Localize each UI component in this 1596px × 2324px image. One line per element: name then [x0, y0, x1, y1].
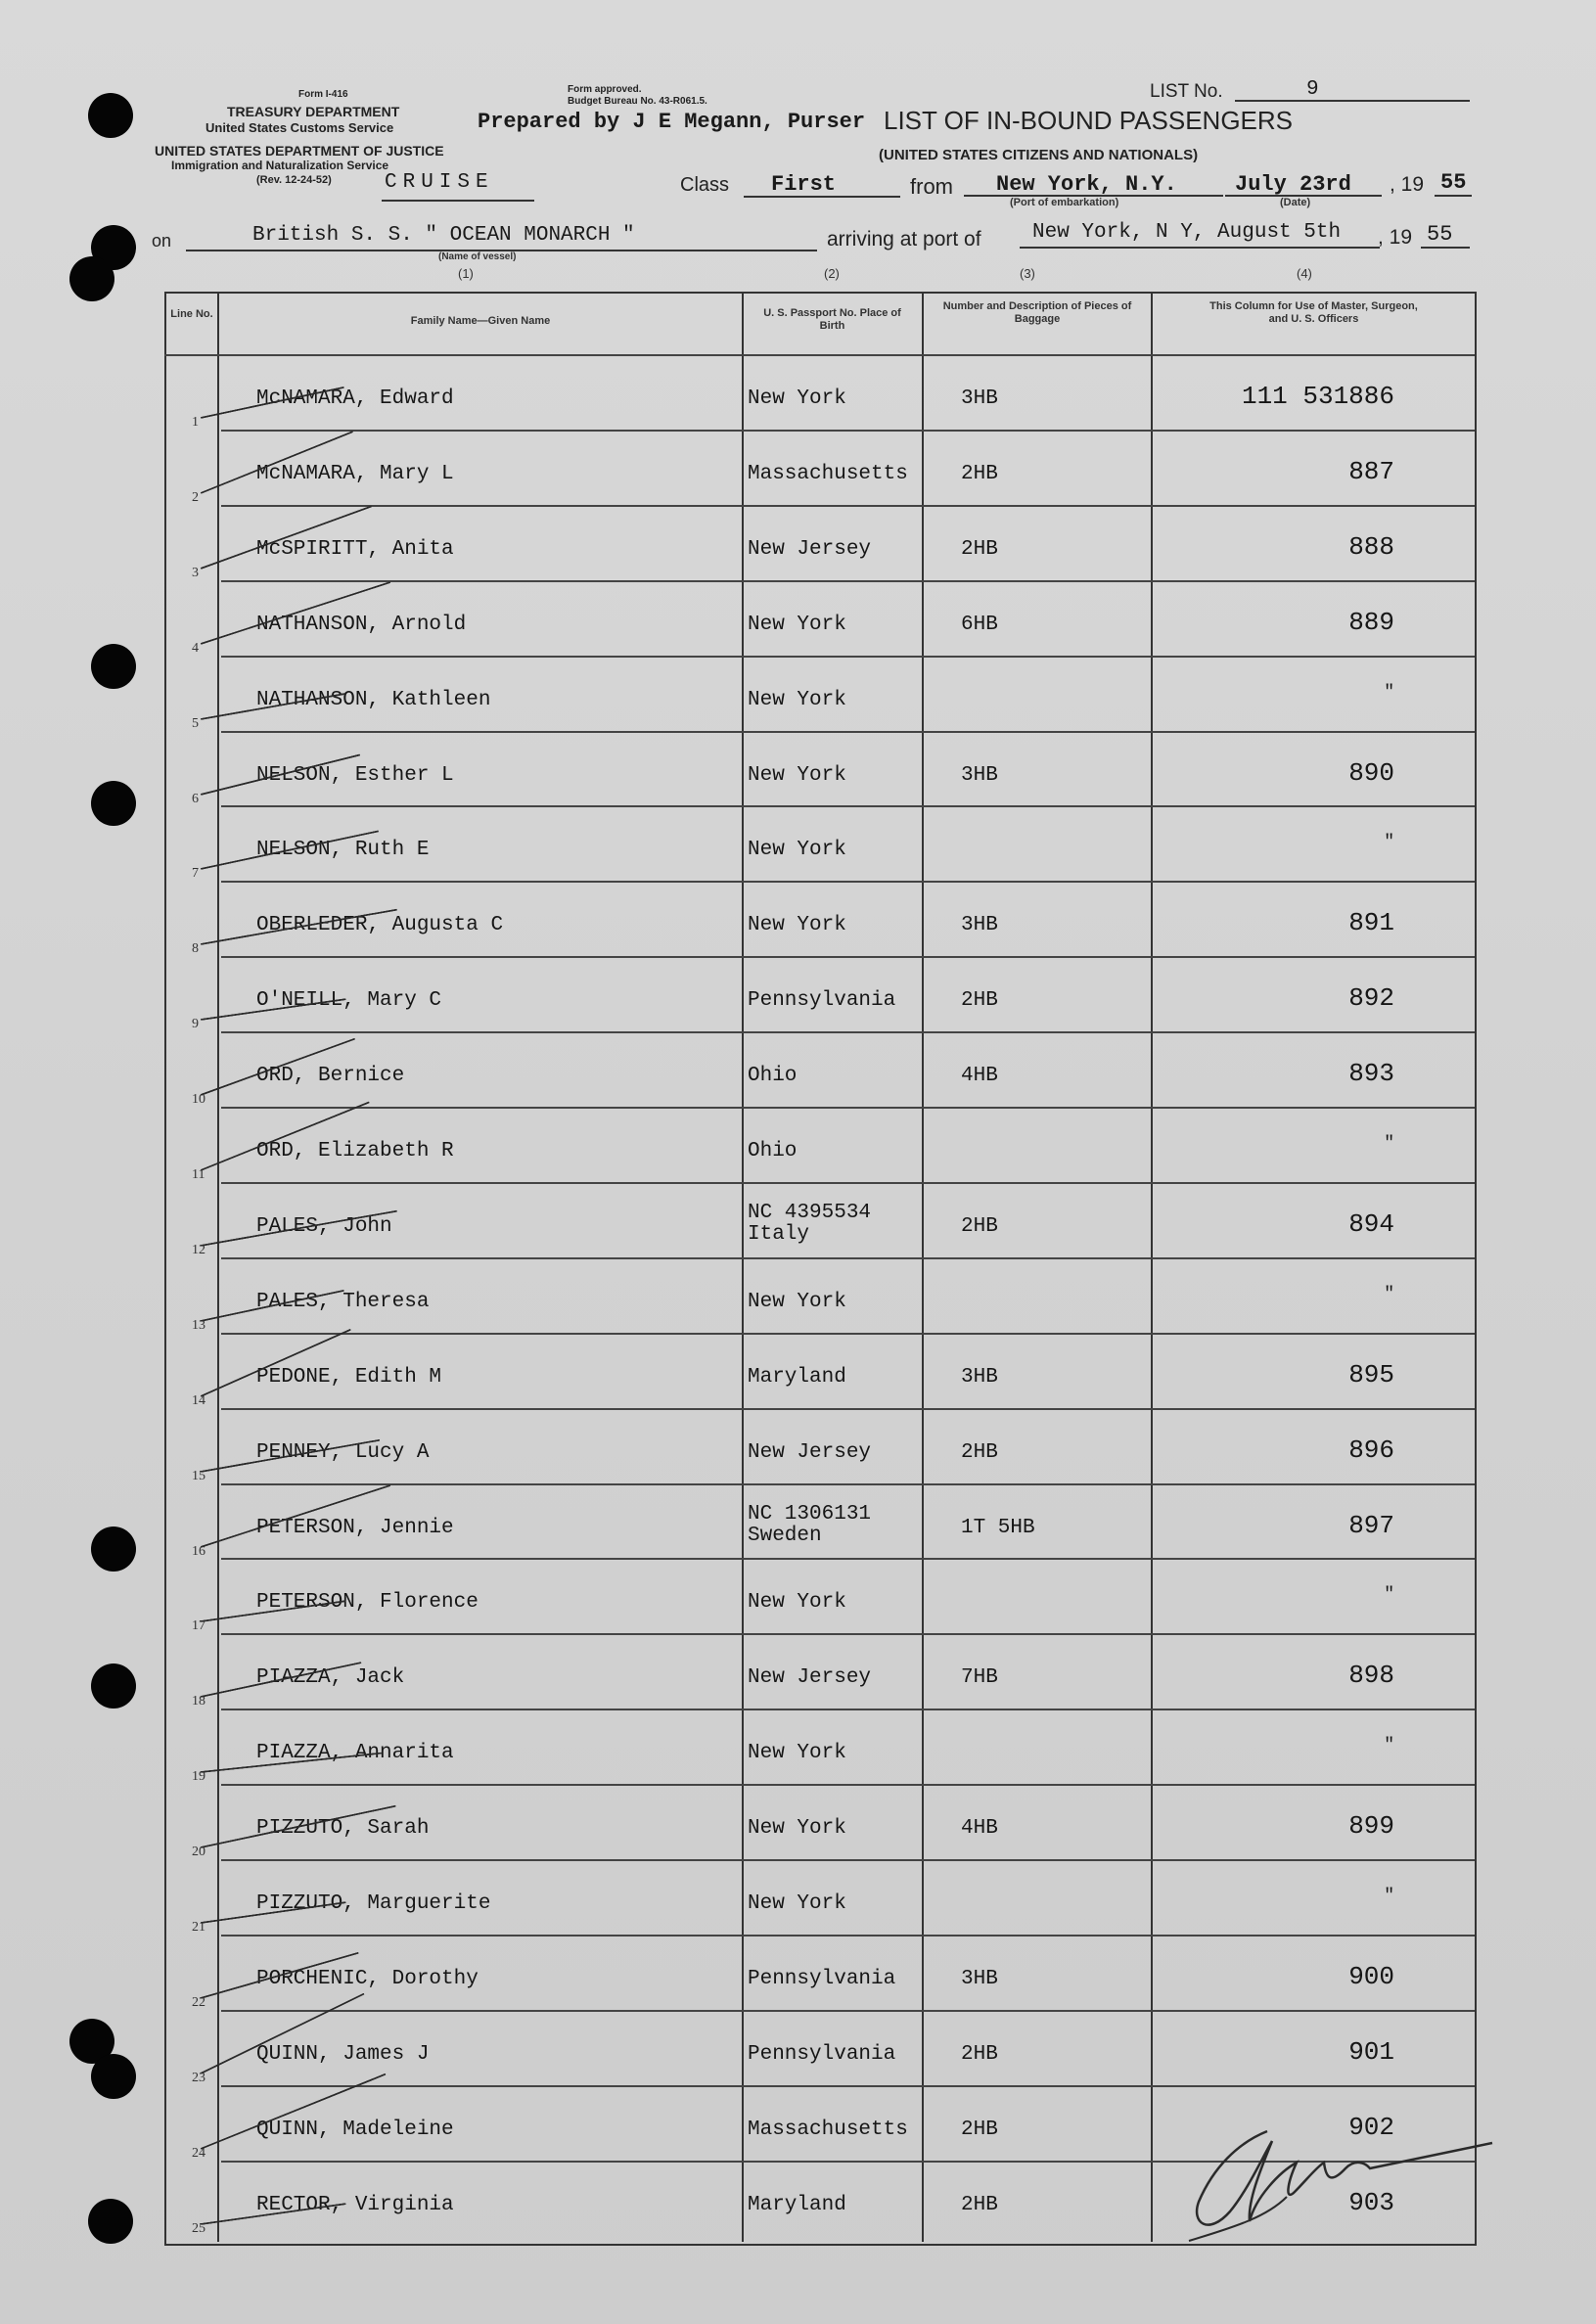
line-number: 25 [192, 2220, 205, 2236]
year2-prefix: , 19 [1378, 226, 1413, 249]
place-of-birth: New Jersey [748, 1440, 872, 1464]
on-label: on [152, 231, 172, 251]
place-of-birth: New York [748, 914, 846, 937]
officer-number: 892 [1348, 983, 1394, 1014]
place-of-birth: Italy [748, 1222, 810, 1246]
passenger-name: McNAMARA, Mary L [256, 462, 454, 485]
passenger-name: ORD, Elizabeth R [256, 1140, 454, 1162]
place-of-birth: New York [748, 763, 846, 787]
place-of-birth: New York [748, 839, 846, 862]
line-number: 7 [192, 866, 199, 882]
officer-number: 902 [1348, 2112, 1394, 2142]
officer-number: 900 [1348, 1961, 1394, 1991]
place-of-birth: Pennsylvania [748, 989, 896, 1013]
passenger-name: OBERLEDER, Augusta C [256, 914, 504, 937]
place-of-birth: New Jersey [748, 537, 872, 561]
passport-number: NC 1306131 [748, 1502, 872, 1526]
passenger-name: ORD, Bernice [256, 1065, 405, 1088]
budget-bureau: Budget Bureau No. 43-R061.5. [568, 96, 707, 107]
passenger-name: RECTOR, Virginia [256, 2193, 454, 2216]
officer-number: 888 [1348, 531, 1394, 562]
baggage: 3HB [961, 1967, 998, 1990]
binder-hole [91, 781, 136, 826]
passenger-name: PIAZZA, Jack [256, 1666, 405, 1690]
officer-number: " [1384, 1887, 1394, 1906]
line-number: 22 [192, 1994, 205, 2010]
place-of-birth: New York [748, 387, 846, 410]
arrival-line [1020, 247, 1380, 249]
list-no-label: LIST No. [1150, 81, 1223, 102]
passenger-name: NELSON, Esther L [256, 763, 454, 787]
place-of-birth: New York [748, 1742, 846, 1765]
prepared-by: Prepared by J E Megann, Purser [478, 110, 866, 134]
line-number: 8 [192, 941, 199, 957]
header-officers: This Column for Use of Master, Surgeon, and U. S. Officers [1209, 300, 1418, 325]
customs-service: United States Customs Service [205, 120, 394, 135]
officer-number: 897 [1348, 1510, 1394, 1540]
line-number: 11 [192, 1167, 205, 1182]
baggage: 2HB [961, 1440, 998, 1464]
year2-line [1421, 247, 1470, 249]
officer-number: 889 [1348, 607, 1394, 637]
place-of-birth: New York [748, 688, 846, 711]
line-number: 2 [192, 489, 199, 505]
passenger-name: PETERSON, Jennie [256, 1516, 454, 1539]
passenger-name: NATHANSON, Arnold [256, 613, 467, 636]
place-of-birth: New York [748, 1290, 846, 1313]
baggage: 2HB [961, 2193, 998, 2216]
baggage: 4HB [961, 1065, 998, 1088]
from-label: from [910, 174, 953, 199]
baggage: 2HB [961, 989, 998, 1013]
binder-hole [88, 93, 133, 138]
officer-number: " [1384, 682, 1394, 703]
list-subtitle: (UNITED STATES CITIZENS AND NATIONALS) [879, 147, 1199, 163]
officer-number: 893 [1348, 1059, 1394, 1089]
baggage: 2HB [961, 537, 998, 561]
vessel-name: British S. S. " OCEAN MONARCH " [252, 224, 635, 247]
col-ref-1: (1) [458, 266, 474, 281]
line-number: 4 [192, 640, 199, 656]
officer-number: " [1384, 833, 1394, 853]
line-number: 1 [192, 415, 199, 430]
passenger-name: NATHANSON, Kathleen [256, 688, 491, 711]
line-number: 20 [192, 1845, 205, 1860]
passenger-name: PALES, Theresa [256, 1290, 430, 1313]
arrival-value: New York, N Y, August 5th [1032, 221, 1342, 244]
col-ref-3: (3) [1020, 266, 1035, 281]
passenger-name: QUINN, James J [256, 2042, 430, 2066]
passenger-name: McSPIRITT, Anita [256, 537, 454, 561]
baggage: 2HB [961, 1214, 998, 1238]
place-of-birth: Pennsylvania [748, 1967, 896, 1990]
header-line-no: Line No. [170, 308, 213, 320]
baggage: 6HB [961, 613, 998, 636]
line-number: 16 [192, 1543, 205, 1559]
place-of-birth: New York [748, 1817, 846, 1841]
passport-number: NC 4395534 [748, 1201, 872, 1224]
officer-number: 899 [1348, 1811, 1394, 1842]
treasury-dept: TREASURY DEPARTMENT [227, 104, 400, 119]
line-number: 19 [192, 1769, 205, 1785]
line-number: 3 [192, 565, 199, 580]
binder-hole [91, 2054, 136, 2099]
binder-hole [88, 2199, 133, 2244]
date-value: July 23rd [1235, 172, 1351, 197]
officer-signature [1169, 2104, 1497, 2251]
passenger-name: PETERSON, Florence [256, 1591, 479, 1615]
line-number: 21 [192, 1920, 205, 1935]
officer-number: 903 [1348, 2187, 1394, 2217]
line-number: 6 [192, 791, 199, 806]
passenger-name: PIAZZA, Annarita [256, 1742, 454, 1765]
binder-hole [91, 1527, 136, 1572]
passenger-name: PIZZUTO, Marguerite [256, 1892, 491, 1915]
baggage: 3HB [961, 1365, 998, 1389]
place-of-birth: New York [748, 1892, 846, 1915]
year-line [1435, 195, 1472, 197]
arriving-label: arriving at port of [827, 228, 981, 251]
binder-hole [91, 644, 136, 689]
officer-number: 891 [1348, 908, 1394, 938]
baggage: 1T 5HB [961, 1516, 1035, 1539]
class-value: First [771, 172, 837, 197]
place-of-birth: Sweden [748, 1524, 822, 1547]
header-baggage: Number and Description of Pieces of Baggage [942, 300, 1132, 325]
baggage: 7HB [961, 1666, 998, 1690]
passenger-name: PENNEY, Lucy A [256, 1440, 430, 1464]
place-of-birth: Massachusetts [748, 2118, 908, 2141]
line-number: 9 [192, 1017, 199, 1032]
list-title: LIST OF IN-BOUND PASSENGERS [884, 106, 1294, 135]
officer-number: " [1384, 1284, 1394, 1304]
year-prefix: , 19 [1390, 173, 1425, 196]
class-line [744, 196, 900, 198]
year-suffix: 55 [1440, 170, 1467, 195]
port-embarkation-label: (Port of embarkation) [1010, 197, 1119, 208]
baggage: 2HB [961, 2042, 998, 2066]
passenger-name: NELSON, Ruth E [256, 839, 430, 862]
line-number: 14 [192, 1392, 205, 1408]
place-of-birth: New York [748, 613, 846, 636]
line-number: 24 [192, 2145, 205, 2161]
cruise-stamp: CRUISE [385, 171, 494, 194]
passenger-name: QUINN, Madeleine [256, 2118, 454, 2141]
binder-hole [69, 256, 114, 301]
officer-number: " [1384, 1736, 1394, 1756]
line-number: 18 [192, 1694, 205, 1709]
line-number: 15 [192, 1468, 205, 1483]
officer-number: 890 [1348, 757, 1394, 788]
officer-number: 896 [1348, 1435, 1394, 1465]
baggage: 2HB [961, 462, 998, 485]
officer-number: 111 531886 [1241, 382, 1394, 411]
passenger-name: PALES, John [256, 1214, 392, 1238]
ins-service: Immigration and Naturalization Service [171, 159, 389, 172]
line-number: 23 [192, 2070, 205, 2085]
form-approved: Form approved. [568, 84, 642, 95]
place-of-birth: Ohio [748, 1140, 798, 1162]
from-value: New York, N.Y. [996, 172, 1177, 197]
baggage: 3HB [961, 914, 998, 937]
place-of-birth: Pennsylvania [748, 2042, 896, 2066]
baggage: 3HB [961, 387, 998, 410]
line-number: 5 [192, 715, 199, 731]
officer-number: 898 [1348, 1661, 1394, 1691]
place-of-birth: New Jersey [748, 1666, 872, 1690]
line-number: 12 [192, 1242, 205, 1257]
passenger-name: O'NEILL, Mary C [256, 989, 442, 1013]
justice-dept: UNITED STATES DEPARTMENT OF JUSTICE [155, 143, 444, 159]
line-number: 17 [192, 1618, 205, 1634]
col-ref-4: (4) [1297, 266, 1312, 281]
list-no-line [1235, 100, 1470, 102]
vessel-label: (Name of vessel) [438, 251, 517, 262]
baggage: 3HB [961, 763, 998, 787]
officer-number: 887 [1348, 456, 1394, 486]
date-label: (Date) [1280, 197, 1311, 208]
officer-number: " [1384, 1134, 1394, 1154]
line-number: 10 [192, 1092, 205, 1108]
class-label: Class [680, 174, 730, 196]
place-of-birth: Massachusetts [748, 462, 908, 485]
place-of-birth: Maryland [748, 1365, 846, 1389]
passenger-name: PEDONE, Edith M [256, 1365, 442, 1389]
cruise-underline [382, 200, 534, 202]
place-of-birth: Maryland [748, 2193, 846, 2216]
officer-number: 894 [1348, 1208, 1394, 1239]
revision: (Rev. 12-24-52) [256, 174, 332, 186]
passenger-name: McNAMARA, Edward [256, 387, 454, 410]
col-ref-2: (2) [824, 266, 840, 281]
officer-number: 895 [1348, 1359, 1394, 1390]
baggage: 2HB [961, 2118, 998, 2141]
baggage: 4HB [961, 1817, 998, 1841]
header-passport: U. S. Passport No. Place of Birth [763, 307, 901, 332]
officer-number: " [1384, 1585, 1394, 1606]
line-number: 13 [192, 1317, 205, 1333]
place-of-birth: Ohio [748, 1065, 798, 1088]
officer-number: 901 [1348, 2036, 1394, 2067]
passenger-name: PORCHENIC, Dorothy [256, 1967, 479, 1990]
list-no-value: 9 [1306, 78, 1319, 101]
form-number: Form I-416 [298, 89, 348, 100]
place-of-birth: New York [748, 1591, 846, 1615]
header-name: Family Name—Given Name [410, 315, 551, 327]
passenger-name: PIZZUTO, Sarah [256, 1817, 430, 1841]
year2-suffix: 55 [1427, 222, 1453, 247]
binder-hole [91, 1663, 136, 1709]
